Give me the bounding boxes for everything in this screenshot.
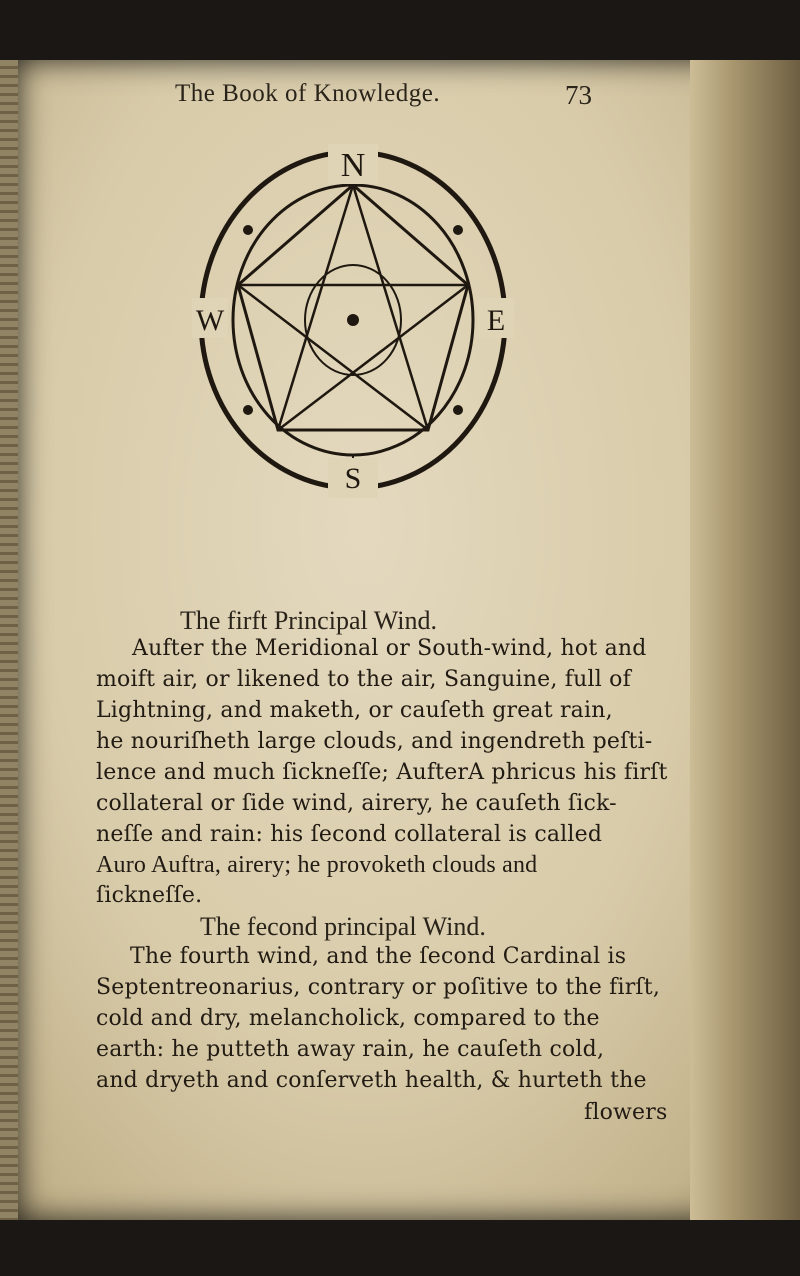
wind-rose-hub	[347, 314, 359, 326]
section-heading-first-wind: The firft Principal Wind.	[180, 606, 437, 635]
text-line: collateral or ſide wind, airery, he cauſeth ſick-	[96, 791, 617, 816]
text-line: and dryeth and conſerveth health, & hurteth the	[96, 1068, 647, 1093]
text-line: he nouriſheth large clouds, and ingendreth peſti-	[96, 729, 653, 754]
text-line: Auro Auftra, airery; he provoketh clouds and	[96, 852, 538, 878]
text-line: ſickneſſe.	[96, 883, 203, 908]
text-line: neſſe and rain: his ſecond collateral is called	[96, 822, 603, 847]
text-line: flowers	[584, 1100, 668, 1125]
book-page-edge-right	[690, 60, 800, 1220]
wind-rose-figure	[188, 140, 518, 500]
north-label: N	[340, 147, 366, 184]
south-label: S	[344, 462, 362, 495]
text-line: Septentreonarius, contrary or poſitive to the firſt,	[96, 975, 661, 1000]
text-line: lence and much ſickneſſe; AufterA phricus his firſt	[96, 760, 668, 785]
running-header	[175, 80, 625, 116]
text-line: cold and dry, melancholick, compared to the	[96, 1006, 600, 1031]
text-line: The fourth wind, and the ſecond Cardinal is	[130, 944, 627, 969]
section-heading-second-wind: The fecond principal Wind.	[200, 912, 486, 941]
east-label: E	[486, 304, 506, 337]
text-line: Lightning, and maketh, or cauſeth great rain,	[96, 698, 613, 723]
page-number: 73	[565, 80, 592, 110]
text-line: moift air, or likened to the air, Sanguine, full of	[96, 667, 631, 692]
text-line: earth: he putteth away rain, he cauſeth cold,	[96, 1037, 605, 1062]
west-label: W	[195, 304, 225, 337]
text-line: Aufter the Meridional or South-wind, hot and	[132, 636, 647, 661]
book-title: The Book of Knowledge.	[175, 80, 441, 107]
